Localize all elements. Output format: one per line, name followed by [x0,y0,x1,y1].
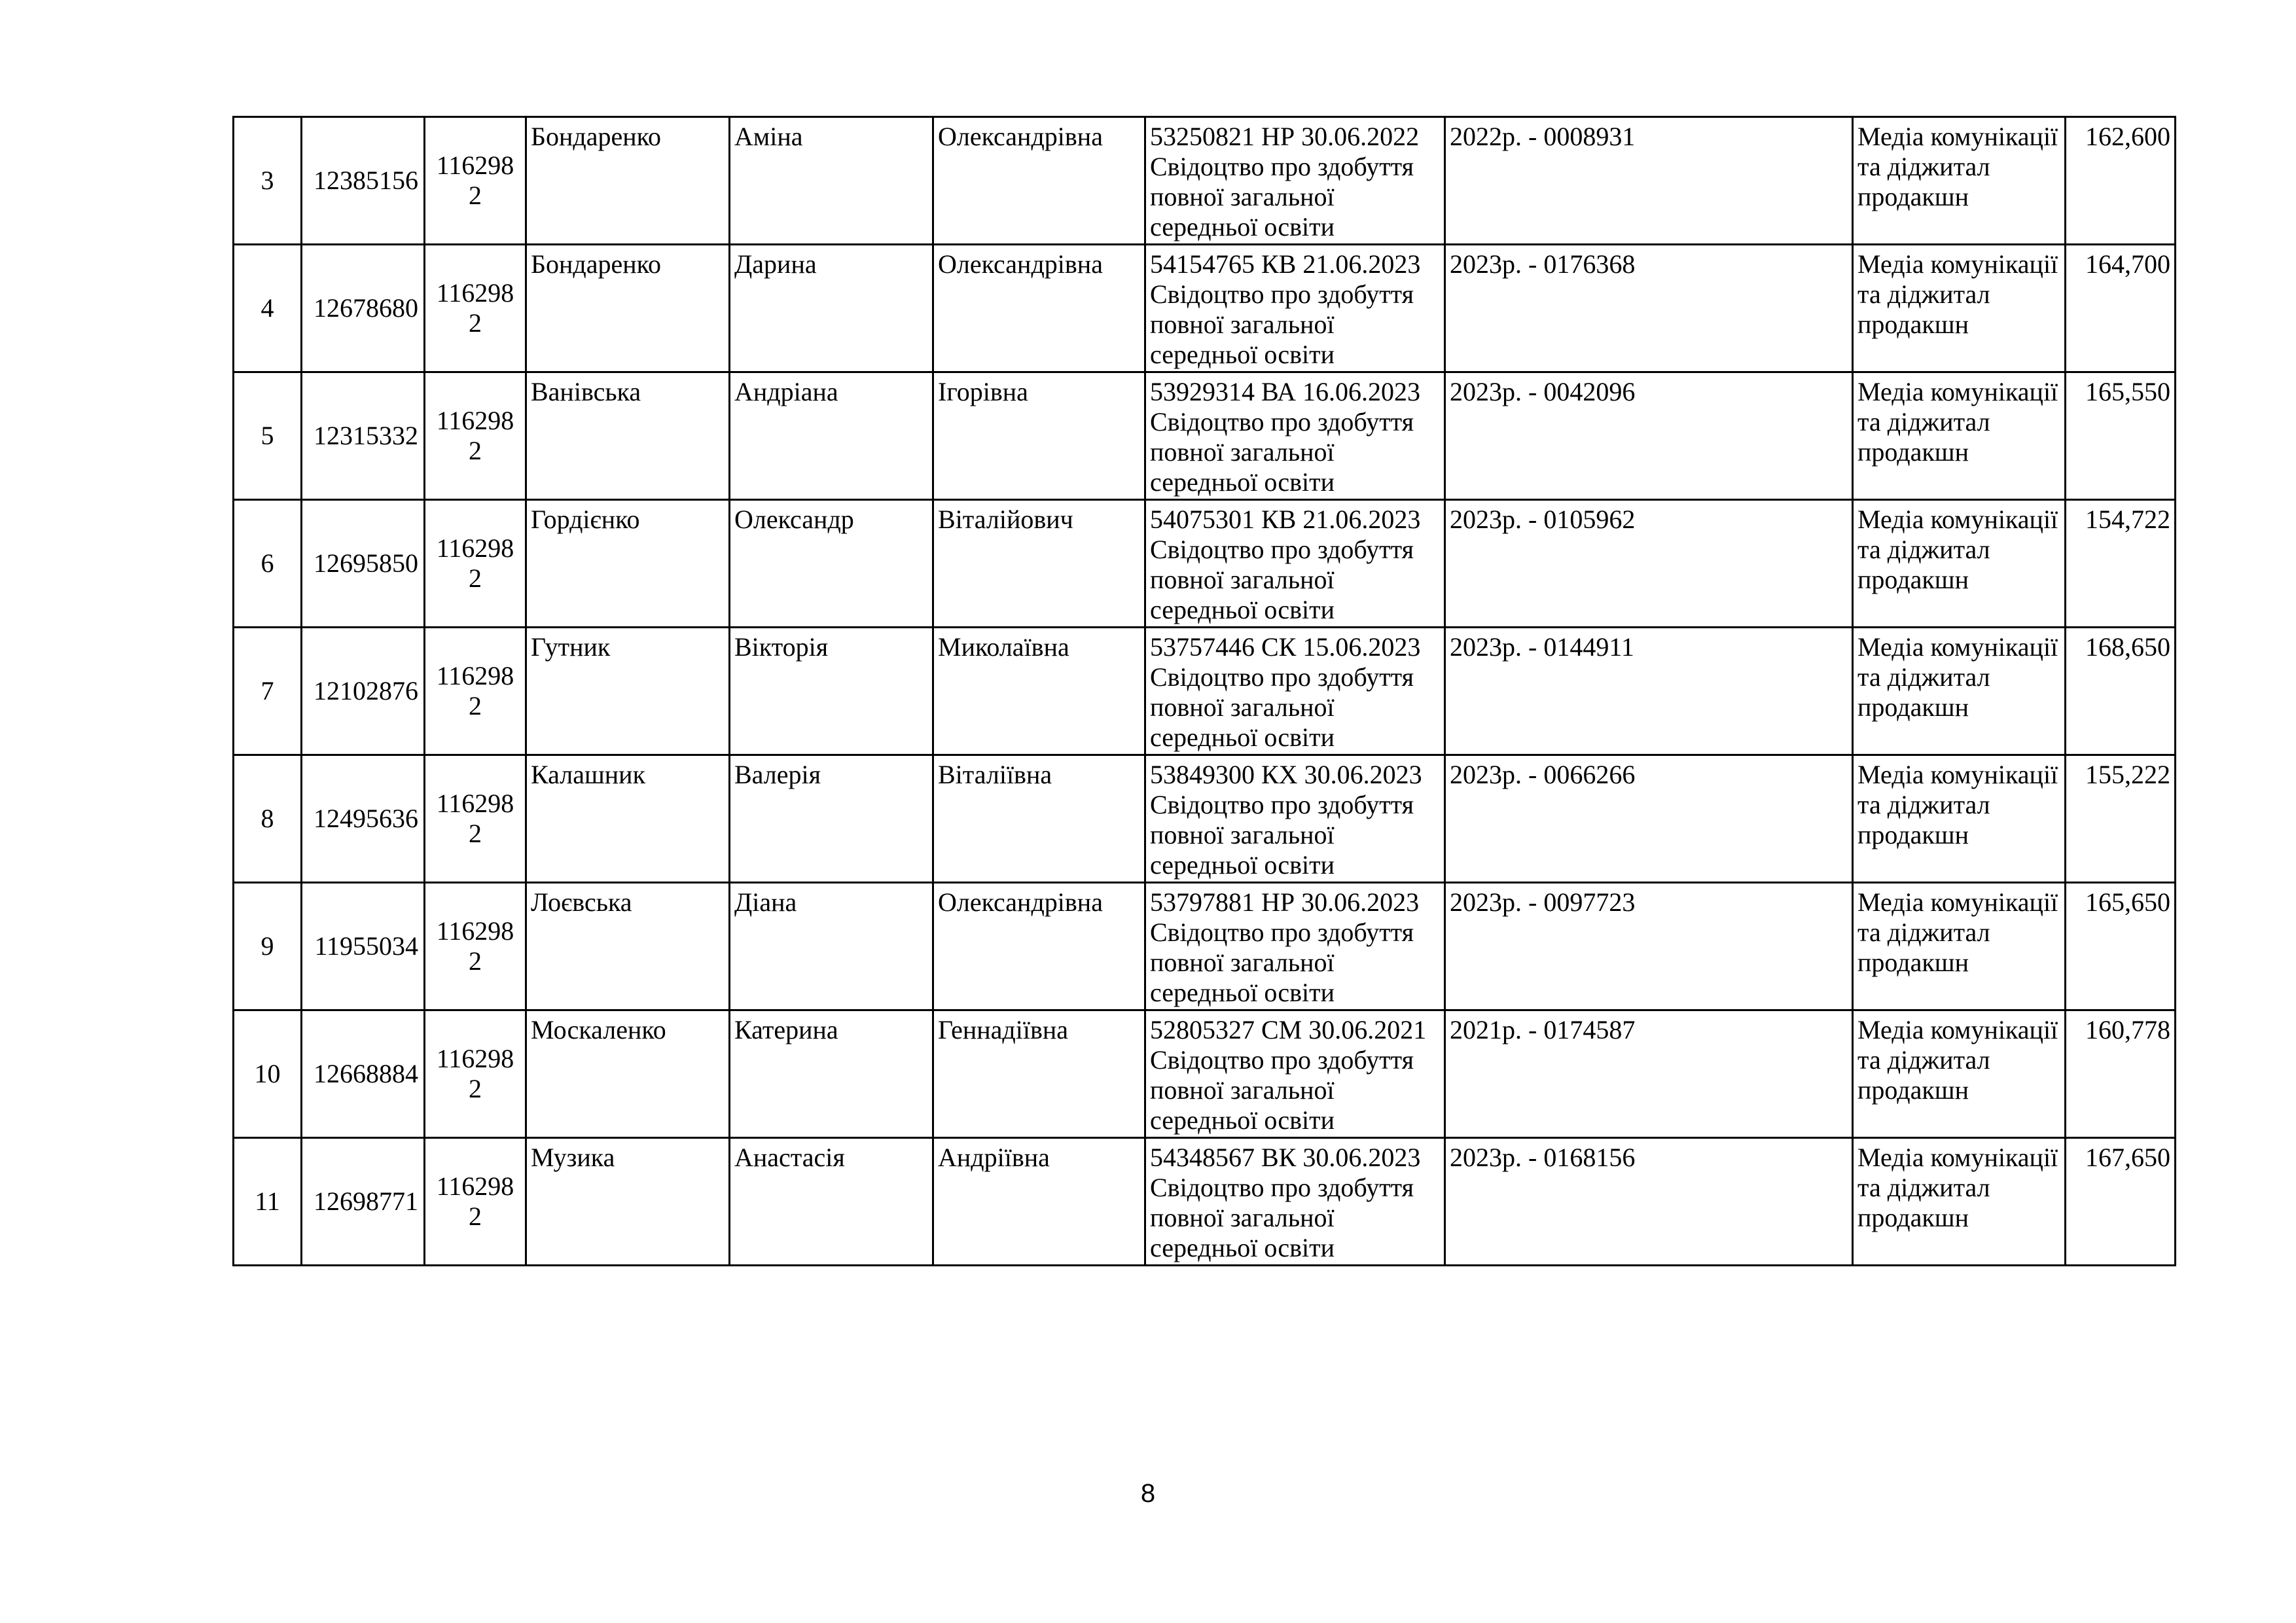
first-name: Аміна [730,117,933,245]
education-document: 54348567 ВК 30.06.2023 Свідоцтво про здобуття повної загальної середньої освіти [1145,1138,1445,1266]
applicant-id: 12495636 [302,755,425,883]
competition-score: 165,650 [2066,883,2176,1010]
table-row [234,883,2176,1010]
patronymic: Віталіївна [933,755,1145,883]
row-number: 8 [234,755,302,883]
program-code-part-2: 2 [469,691,482,721]
applicant-id: 12698771 [302,1138,425,1266]
patronymic: Ігорівна [933,372,1145,500]
patronymic: Геннадіївна [933,1010,1145,1138]
program-code-part-2: 2 [469,946,482,976]
applicant-id: 12668884 [302,1010,425,1138]
program-code-part-1: 116298 [436,151,514,180]
first-name: Вікторія [730,628,933,755]
table-body [234,117,2176,1266]
surname: Москаленко [526,1010,730,1138]
program-code-part-1: 116298 [436,661,514,690]
competition-score: 165,550 [2066,372,2176,500]
program-code [425,883,526,1010]
surname: Ванівська [526,372,730,500]
first-name: Діана [730,883,933,1010]
row-number: 10 [234,1010,302,1138]
program-code-part-1: 116298 [436,406,514,435]
study-program: Медіа комунікації та діджитал продакшн [1853,372,2066,500]
first-name: Дарина [730,245,933,372]
program-code-part-1: 116298 [436,278,514,308]
program-code-part-2: 2 [469,819,482,848]
education-document: 53929314 ВА 16.06.2023 Свідоцтво про здобуття повної загальної середньої освіти [1145,372,1445,500]
study-program: Медіа комунікації та діджитал продакшн [1853,883,2066,1010]
program-code [425,372,526,500]
first-name: Анастасія [730,1138,933,1266]
study-program: Медіа комунікації та діджитал продакшн [1853,117,2066,245]
program-code-part-2: 2 [469,1202,482,1231]
first-name: Олександр [730,500,933,628]
study-program: Медіа комунікації та діджитал продакшн [1853,500,2066,628]
first-name: Андріана [730,372,933,500]
applicant-id: 12102876 [302,628,425,755]
education-document: 53250821 НР 30.06.2022 Свідоцтво про здобуття повної загальної середньої освіти [1145,117,1445,245]
study-program: Медіа комунікації та діджитал продакшн [1853,1010,2066,1138]
education-document: 53797881 НР 30.06.2023 Свідоцтво про здобуття повної загальної середньої освіти [1145,883,1445,1010]
competition-score: 160,778 [2066,1010,2176,1138]
table-row [234,1010,2176,1138]
program-code [425,245,526,372]
education-document: 53757446 СК 15.06.2023 Свідоцтво про здобуття повної загальної середньої освіти [1145,628,1445,755]
program-code [425,1010,526,1138]
applicant-id: 11955034 [302,883,425,1010]
study-program: Медіа комунікації та діджитал продакшн [1853,755,2066,883]
program-code-part-2: 2 [469,1074,482,1103]
surname: Бондаренко [526,117,730,245]
patronymic: Олександрівна [933,245,1145,372]
applicant-id: 12695850 [302,500,425,628]
program-code-part-2: 2 [469,181,482,210]
patronymic: Олександрівна [933,883,1145,1010]
row-number: 6 [234,500,302,628]
table-row [234,628,2176,755]
program-code [425,117,526,245]
test-certificate: 2023р. - 0144911 [1445,628,1853,755]
program-code-part-1: 116298 [436,916,514,946]
surname: Гутник [526,628,730,755]
applicant-id: 12678680 [302,245,425,372]
row-number: 9 [234,883,302,1010]
table-row [234,372,2176,500]
test-certificate: 2023р. - 0066266 [1445,755,1853,883]
patronymic: Миколаївна [933,628,1145,755]
row-number: 7 [234,628,302,755]
table-row [234,500,2176,628]
table-row [234,1138,2176,1266]
patronymic: Віталійович [933,500,1145,628]
applicant-id: 12385156 [302,117,425,245]
first-name: Катерина [730,1010,933,1138]
row-number: 4 [234,245,302,372]
applicant-id: 12315332 [302,372,425,500]
education-document: 54075301 КВ 21.06.2023 Свідоцтво про здобуття повної загальної середньої освіти [1145,500,1445,628]
surname: Бондаренко [526,245,730,372]
program-code [425,1138,526,1266]
program-code-part-2: 2 [469,436,482,465]
surname: Музика [526,1138,730,1266]
row-number: 5 [234,372,302,500]
test-certificate: 2023р. - 0097723 [1445,883,1853,1010]
competition-score: 154,722 [2066,500,2176,628]
competition-score: 164,700 [2066,245,2176,372]
study-program: Медіа комунікації та діджитал продакшн [1853,1138,2066,1266]
program-code-part-1: 116298 [436,533,514,563]
applicants-table [232,116,2176,1266]
table-row [234,117,2176,245]
competition-score: 167,650 [2066,1138,2176,1266]
surname: Гордієнко [526,500,730,628]
test-certificate: 2023р. - 0105962 [1445,500,1853,628]
patronymic: Андріївна [933,1138,1145,1266]
program-code-part-2: 2 [469,308,482,338]
row-number: 3 [234,117,302,245]
competition-score: 162,600 [2066,117,2176,245]
education-document: 52805327 СМ 30.06.2021 Свідоцтво про здобуття повної загальної середньої освіти [1145,1010,1445,1138]
table-row [234,245,2176,372]
patronymic: Олександрівна [933,117,1145,245]
program-code [425,628,526,755]
test-certificate: 2022р. - 0008931 [1445,117,1853,245]
test-certificate: 2023р. - 0042096 [1445,372,1853,500]
program-code-part-1: 116298 [436,1171,514,1201]
program-code [425,755,526,883]
education-document: 54154765 КВ 21.06.2023 Свідоцтво про здобуття повної загальної середньої освіти [1145,245,1445,372]
test-certificate: 2023р. - 0176368 [1445,245,1853,372]
competition-score: 168,650 [2066,628,2176,755]
page-number: 8 [1140,1479,1156,1508]
test-certificate: 2021р. - 0174587 [1445,1010,1853,1138]
surname: Лоєвська [526,883,730,1010]
program-code-part-1: 116298 [436,1044,514,1073]
first-name: Валерія [730,755,933,883]
test-certificate: 2023р. - 0168156 [1445,1138,1853,1266]
surname: Калашник [526,755,730,883]
study-program: Медіа комунікації та діджитал продакшн [1853,245,2066,372]
table-row [234,755,2176,883]
competition-score: 155,222 [2066,755,2176,883]
study-program: Медіа комунікації та діджитал продакшн [1853,628,2066,755]
row-number: 11 [234,1138,302,1266]
education-document: 53849300 КХ 30.06.2023 Свідоцтво про здобуття повної загальної середньої освіти [1145,755,1445,883]
program-code [425,500,526,628]
program-code-part-1: 116298 [436,789,514,818]
program-code-part-2: 2 [469,563,482,593]
